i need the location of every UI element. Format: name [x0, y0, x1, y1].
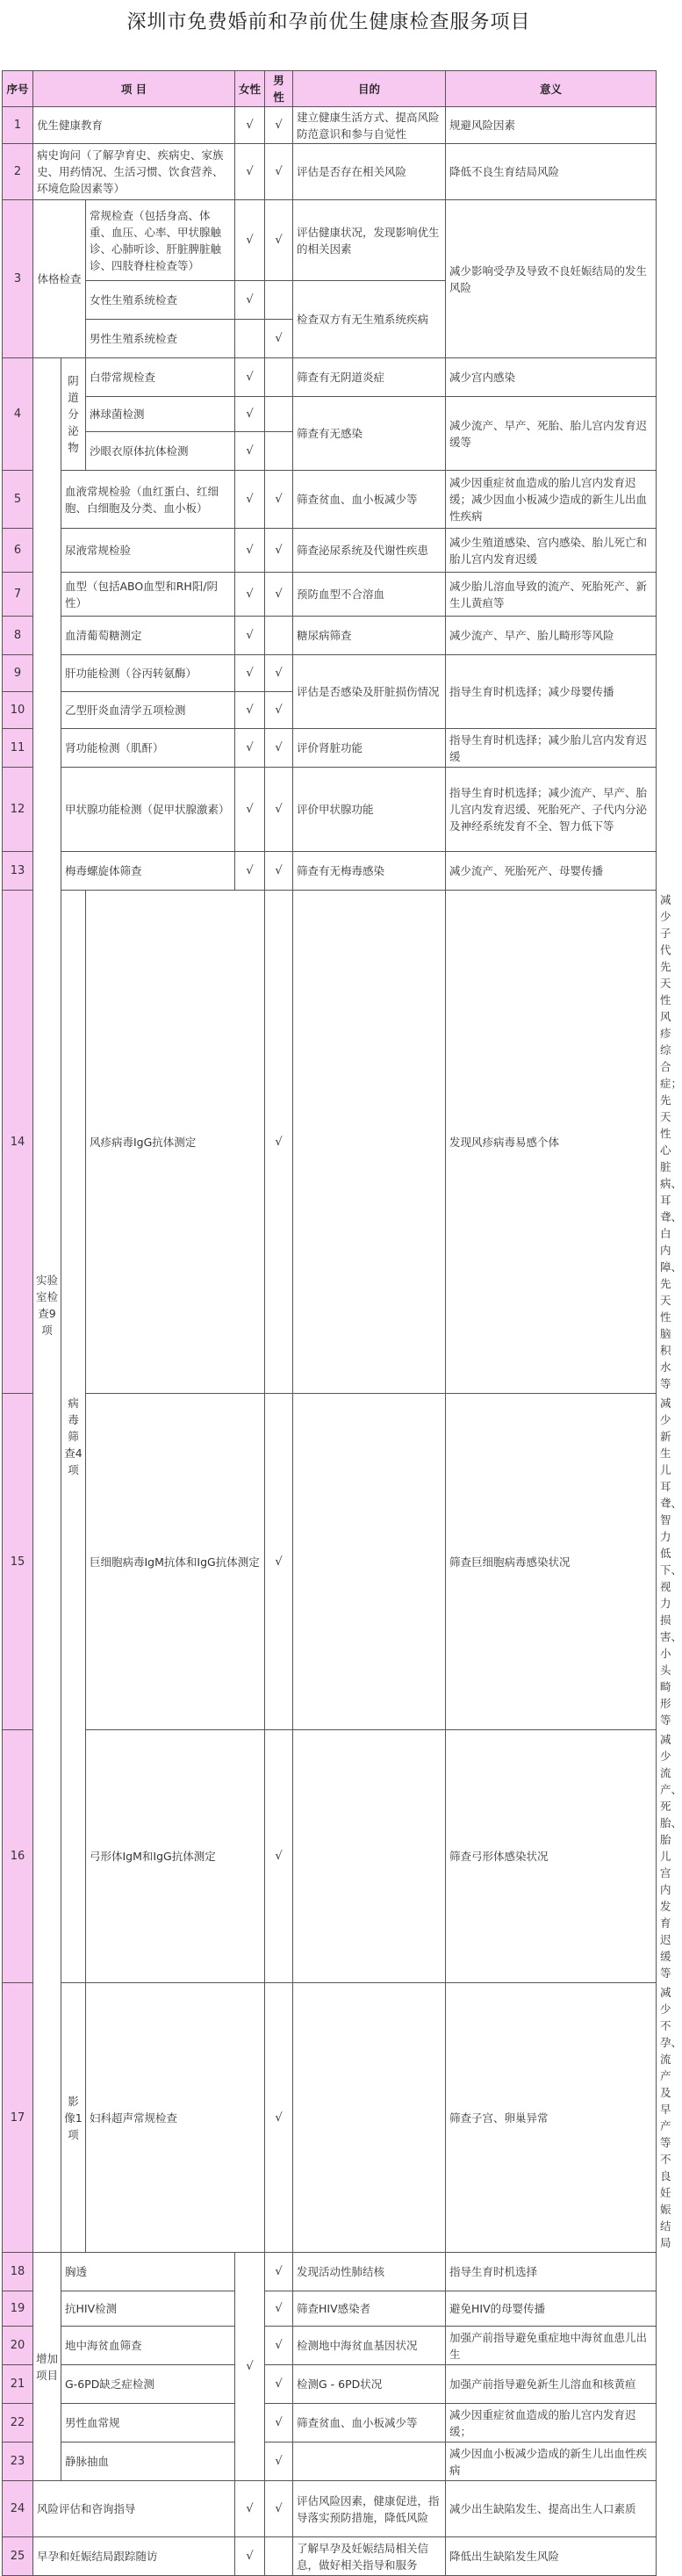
- purpose-cell: 评估是否感染及肝脏损伤情况: [293, 655, 446, 729]
- table-row: [3, 471, 657, 529]
- table-row: [3, 107, 657, 144]
- female-check: √: [235, 144, 265, 200]
- male-check: √: [265, 2327, 293, 2365]
- item-cell: 白带常规检查: [86, 358, 235, 397]
- female-check: √: [235, 729, 265, 768]
- table-row: [3, 2253, 657, 2291]
- row-number: 8: [3, 617, 33, 655]
- female-check: √: [235, 107, 265, 144]
- item-cell: 肾功能检测（肌酐）: [61, 729, 235, 768]
- services-table: [2, 70, 682, 2576]
- row-number: 3: [3, 200, 33, 358]
- item-cell: 常规检查（包括身高、体重、血压、心率、甲状腺触诊、心肺听诊、肝脏脾脏触诊、四肢脊柱检查等）: [86, 200, 235, 281]
- row-number: 15: [3, 1394, 33, 1730]
- table-row: [3, 768, 657, 852]
- row-number: 7: [3, 573, 33, 617]
- purpose-cell: [293, 2443, 446, 2481]
- female-check: √: [235, 529, 265, 573]
- male-check: √: [265, 529, 293, 573]
- female-check: √: [235, 281, 265, 320]
- male-check: √: [265, 729, 293, 768]
- row-number: 10: [3, 692, 33, 729]
- header-male: 男性: [265, 71, 293, 107]
- item-cell: 沙眼衣原体抗体检测: [86, 432, 235, 471]
- purpose-cell: 筛查泌尿系统及代谢性疾患: [293, 529, 446, 573]
- row-number: 5: [3, 471, 33, 529]
- item-cell: 梅毒螺旋体筛查: [61, 852, 235, 891]
- row-number: 24: [3, 2481, 33, 2537]
- table-row: 16 弓形体IgM和IgG抗体测定 √ 筛查弓形体感染状况 减少流产、死胎、胎儿宫内发育迟缓等: [3, 1730, 657, 1983]
- meaning-cell: 减少宫内感染: [446, 358, 657, 397]
- purpose-cell: 筛查有无梅毒感染: [293, 852, 446, 891]
- female-check: √: [235, 358, 265, 397]
- meaning-cell: 减少因重症贫血造成的胎儿宫内发育迟缓；减少因血小板减少造成的新生儿出血性疾病: [446, 471, 657, 529]
- female-check: √: [265, 1730, 293, 1983]
- purpose-cell: 筛查巨细胞病毒感染状况: [446, 1394, 657, 1730]
- purpose-cell: 筛查子宫、卵巢异常: [446, 1983, 657, 2253]
- table-row: 15 巨细胞病毒IgM抗体和IgG抗体测定 √ 筛查巨细胞病毒感染状况 减少新生儿耳聋、智力低下、视力损害、小头畸形等: [3, 1394, 657, 1730]
- item-cell: 病史询问（了解孕育史、疾病史、家族史、用药情况、生活习惯、饮食营养、环境危险因素等）: [33, 144, 235, 200]
- item-cell: 地中海贫血筛查: [61, 2327, 235, 2365]
- item-cell: 男性生殖系统检查: [86, 320, 235, 358]
- male-check: √: [265, 471, 293, 529]
- female-check: √: [235, 2481, 265, 2537]
- item-cell: 抗HIV检测: [61, 2291, 235, 2327]
- meaning-cell: 加强产前指导避免重症地中海贫血患儿出生: [446, 2327, 657, 2365]
- meaning-cell: 减少流产、早产、胎儿畸形等风险: [446, 617, 657, 655]
- row-number: 23: [3, 2443, 33, 2481]
- table-row: [3, 2443, 657, 2481]
- row-number: 21: [3, 2365, 33, 2404]
- purpose-cell: 预防血型不合溶血: [293, 573, 446, 617]
- table-row: 17 影像1项 妇科超声常规检查 √ 筛查子宫、卵巢异常 减少不孕、流产及早产等不良妊娠结局: [3, 1983, 657, 2253]
- item-cell: 静脉抽血: [61, 2443, 235, 2481]
- male-check: √: [265, 852, 293, 891]
- female-check: √: [265, 1983, 293, 2253]
- table-row: [3, 617, 657, 655]
- item-cell: 甲状腺功能检测（促甲状腺激素）: [61, 768, 235, 852]
- item-cell: 乙型肝炎血清学五项检测: [61, 692, 235, 729]
- item-cell: 早孕和妊娠结局跟踪随访: [33, 2537, 235, 2576]
- meaning-cell: 避免HIV的母婴传播: [446, 2291, 657, 2327]
- item-cell: 血型（包括ABO血型和RH阳/阴性）: [61, 573, 235, 617]
- male-check: √: [265, 2443, 293, 2481]
- purpose-cell: 筛查贫血、血小板减少等: [293, 2404, 446, 2443]
- male-check: √: [265, 200, 293, 281]
- group-virus: 病毒筛查4项: [61, 891, 86, 1983]
- group-lab: 实验室检查9项: [33, 358, 61, 2253]
- table-row: [3, 2291, 657, 2327]
- group-physical: 体格检查: [33, 200, 86, 358]
- table-row: 14 病毒筛查4项 风疹病毒IgG抗体测定 √ 发现风疹病毒易感个体 减少子代先天性风疹综合症；先天性心脏病、耳聋、白内障、先天性脑积水等: [3, 891, 657, 1394]
- meaning-cell: 减少流产、早产、死胎、胎儿宫内发育迟缓等: [446, 397, 657, 471]
- item-cell: 尿液常规检验: [61, 529, 235, 573]
- purpose-cell: 筛查有无感染: [293, 397, 446, 471]
- purpose-cell: 检查双方有无生殖系统疾病: [293, 281, 446, 358]
- row-number: 17: [3, 1983, 33, 2253]
- item-cell: 肝功能检测（谷丙转氨酶）: [61, 655, 235, 692]
- row-number: 1: [3, 107, 33, 144]
- item-cell: 女性生殖系统检查: [86, 281, 235, 320]
- table-row: [3, 729, 657, 768]
- table-row: [3, 573, 657, 617]
- female-check: √: [235, 768, 265, 852]
- purpose-cell: 筛查贫血、血小板减少等: [293, 471, 446, 529]
- female-check: √: [235, 2537, 265, 2576]
- header-item: 项 目: [33, 71, 235, 107]
- item-cell: 风疹病毒IgG抗体测定: [86, 891, 265, 1394]
- table-row: [3, 852, 657, 891]
- group-imaging: 影像1项: [61, 1983, 86, 2253]
- table-row: [3, 2404, 657, 2443]
- male-check: √: [265, 107, 293, 144]
- meaning-cell: 减少影响受孕及导致不良妊娠结局的发生风险: [446, 200, 657, 358]
- meaning-cell: 降低出生缺陷发生风险: [446, 2537, 657, 2576]
- row-number: 9: [3, 655, 33, 692]
- table-row: [3, 2481, 657, 2537]
- female-check: √: [265, 891, 293, 1394]
- male-check: √: [265, 573, 293, 617]
- purpose-cell: 建立健康生活方式、提高风险防范意识和参与自觉性: [293, 107, 446, 144]
- meaning-cell: 减少出生缺陷发生、提高出生人口素质: [446, 2481, 657, 2537]
- purpose-cell: 糖尿病筛查: [293, 617, 446, 655]
- item-cell: 弓形体IgM和IgG抗体测定: [86, 1730, 265, 1983]
- purpose-cell: 发现风疹病毒易感个体: [446, 891, 657, 1394]
- meaning-cell: 指导生育时机选择: [446, 2253, 657, 2291]
- male-check: √: [265, 655, 293, 692]
- female-check: √: [235, 655, 265, 692]
- male-check: √: [265, 768, 293, 852]
- item-cell: 巨细胞病毒IgM抗体和IgG抗体测定: [86, 1394, 265, 1730]
- meaning-cell: 减少胎儿溶血导致的流产、死胎死产、新生儿黄疸等: [446, 573, 657, 617]
- purpose-cell: 评估健康状况，发现影响优生的相关因素: [293, 200, 446, 281]
- item-cell: 男性血常规: [61, 2404, 235, 2443]
- male-check: √: [265, 2291, 293, 2327]
- row-number: 18: [3, 2253, 33, 2291]
- meaning-cell: 减少因重症贫血造成的胎儿宫内发育迟缓；: [446, 2404, 657, 2443]
- purpose-cell: 发现活动性肺结核: [293, 2253, 446, 2291]
- row-number: 2: [3, 144, 33, 200]
- row-number: 25: [3, 2537, 33, 2576]
- female-check: √: [235, 852, 265, 891]
- meaning-cell: 指导生育时机选择；减少胎儿宫内发育迟缓: [446, 729, 657, 768]
- item-cell: G-6PD缺乏症检测: [61, 2365, 235, 2404]
- item-cell: 淋球菌检测: [86, 397, 235, 432]
- male-check: √: [265, 692, 293, 729]
- meaning-cell: 降低不良生育结局风险: [446, 144, 657, 200]
- female-check: √: [235, 617, 265, 655]
- meaning-cell: 减少生殖道感染、宫内感染、胎儿死亡和胎儿宫内发育迟缓: [446, 529, 657, 573]
- table-row: [3, 655, 657, 692]
- male-check: √: [265, 320, 293, 358]
- purpose-cell: 筛查HIV感染者: [293, 2291, 446, 2327]
- purpose-cell: 评估是否存在相关风险: [293, 144, 446, 200]
- group-vaginal: 阴道分泌物: [61, 358, 86, 471]
- purpose-cell: 评估风险因素，健康促进，指导落实预防措施，降低风险: [293, 2481, 446, 2537]
- item-cell: 血清葡萄糖测定: [61, 617, 235, 655]
- table-row: [3, 397, 657, 432]
- item-cell: 血液常规检验（血红蛋白、红细胞、白细胞及分类、血小板）: [61, 471, 235, 529]
- table-row: [3, 200, 657, 281]
- group-extra: 增加项目: [33, 2253, 61, 2481]
- male-check: √: [265, 2253, 293, 2291]
- header-row: [3, 71, 657, 107]
- purpose-cell: 筛查弓形体感染状况: [446, 1730, 657, 1983]
- meaning-cell: 减少因血小板减少造成的新生儿出血性疾病: [446, 2443, 657, 2481]
- purpose-cell: 评价甲状腺功能: [293, 768, 446, 852]
- purpose-cell: 检测G - 6PD状况: [293, 2365, 446, 2404]
- header-no: 序号: [3, 71, 33, 107]
- row-number: 11: [3, 729, 33, 768]
- row-number: 14: [3, 891, 33, 1394]
- row-number: 4: [3, 358, 33, 471]
- male-check: √: [265, 2404, 293, 2443]
- meaning-cell: 加强产前指导避免新生儿溶血和核黄疸: [446, 2365, 657, 2404]
- meaning-cell: 减少流产、死胎死产、母婴传播: [446, 852, 657, 891]
- female-check: √: [235, 397, 265, 432]
- female-check: √: [235, 2253, 265, 2481]
- row-number: 12: [3, 768, 33, 852]
- female-check: √: [235, 573, 265, 617]
- header-female: 女性: [235, 71, 265, 107]
- meaning-cell: 指导生育时机选择；减少母婴传播: [446, 655, 657, 729]
- row-number: 20: [3, 2327, 33, 2365]
- table-row: [3, 529, 657, 573]
- purpose-cell: 评价肾脏功能: [293, 729, 446, 768]
- purpose-cell: 检测地中海贫血基因状况: [293, 2327, 446, 2365]
- table-row: [3, 2537, 657, 2576]
- purpose-cell: 筛查有无阴道炎症: [293, 358, 446, 397]
- item-cell: 妇科超声常规检查: [86, 1983, 265, 2253]
- row-number: 13: [3, 852, 33, 891]
- female-check: √: [235, 432, 265, 471]
- meaning-cell: 指导生育时机选择；减少流产、早产、胎儿宫内发育迟缓、死胎死产、子代内分泌及神经系统发育不全、智力低下等: [446, 768, 657, 852]
- female-check: √: [265, 1394, 293, 1730]
- female-check: √: [235, 471, 265, 529]
- purpose-cell: 了解早孕及妊娠结局相关信息，做好相关指导和服务: [293, 2537, 446, 2576]
- header-purpose: 目的: [293, 71, 446, 107]
- row-number: 6: [3, 529, 33, 573]
- item-cell: 风险评估和咨询指导: [33, 2481, 235, 2537]
- row-number: 19: [3, 2291, 33, 2327]
- page-title: 深圳市免费婚前和孕前优生健康检查服务项目: [126, 11, 531, 33]
- table-row: [3, 144, 657, 200]
- header-meaning: 意义: [446, 71, 657, 107]
- table-row: [3, 2327, 657, 2365]
- table-row: [3, 358, 657, 397]
- meaning-cell: 规避风险因素: [446, 107, 657, 144]
- row-number: 22: [3, 2404, 33, 2443]
- female-check: √: [235, 200, 265, 281]
- male-check: √: [265, 144, 293, 200]
- table-row: [3, 2365, 657, 2404]
- item-cell: 优生健康教育: [33, 107, 235, 144]
- female-check: √: [235, 692, 265, 729]
- male-check: √: [265, 2365, 293, 2404]
- male-check: √: [265, 2481, 293, 2537]
- row-number: 16: [3, 1730, 33, 1983]
- item-cell: 胸透: [61, 2253, 235, 2291]
